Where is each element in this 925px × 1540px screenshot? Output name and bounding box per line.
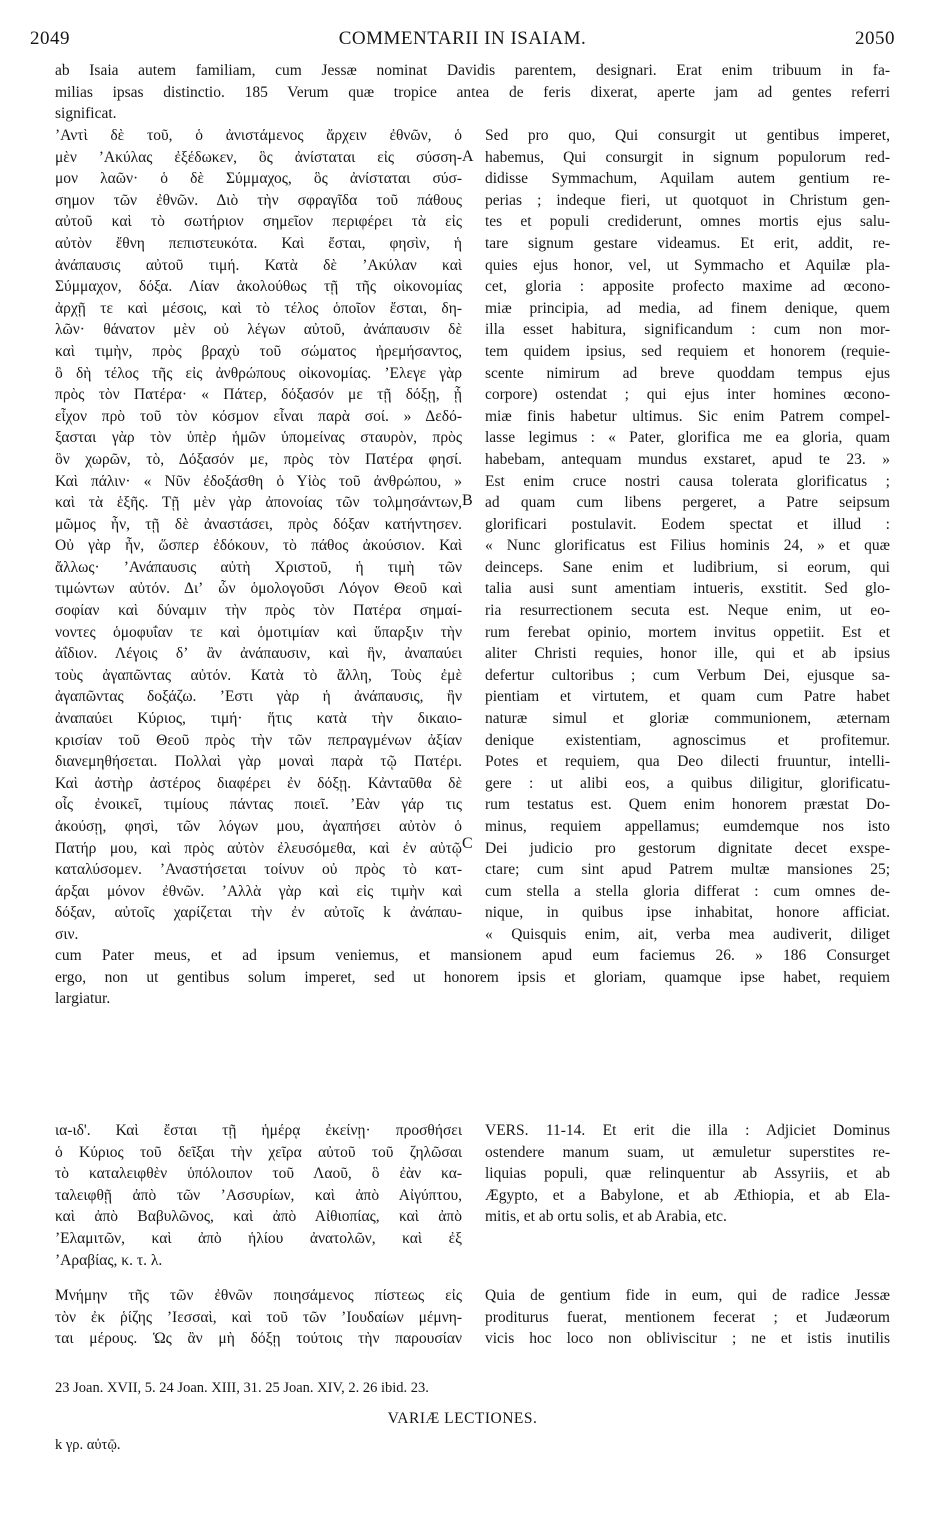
- text-line: quies ejus honor, vel, ut Symmacho et Aquilæ pla-: [485, 256, 890, 274]
- text-line: Est enim cruce nostri causa tolerata glorificatus ;: [485, 472, 890, 490]
- text-line: ἀγαπῶντας δοξάζω. ʼΕστι γὰρ ἡ ἀνάπαυσις, ἣν: [55, 688, 462, 706]
- text-line: ἀΐδιον. Λέγοις δʼ ἂν ἀνάπαυσιν, καὶ ἣν, ἀναπαύει: [55, 645, 462, 663]
- text-line: καταλύσομεν. ʼΑναστήσεται τοίνυν οὐ πρὸς τὸ κατ-: [55, 861, 462, 879]
- text-line: ad quam cum libens pergeret, a Patre seipsum: [485, 494, 890, 512]
- text-line: ἀκούσῃ, φησὶ, τῶν λόγων μου, ἀγαπήσει αὐτὸν ὁ: [55, 818, 462, 835]
- text-line: ὃν χωρῶν, τὸ, Δόξασόν με, πρὸς τὸν Πατέρα φησί.: [55, 450, 462, 468]
- text-line: « Nunc glorificatus est Filius hominis 24, » et quæ: [485, 537, 890, 555]
- text-line: corpore) ostendat ; qui ejus inter homines œcono-: [485, 386, 890, 404]
- text-line: μὲν ʼΑκύλας ἐξέδωκεν, ὃς ἀνίσταται εἰς σύσση-: [55, 148, 462, 166]
- text-line: ἀρχῇ τε καὶ μέσοις, καὶ τὸ τέλος ὁποῖον ἔσται, δη-: [55, 299, 462, 317]
- text-line: άρξαι μόνον ἐθνῶν. ʼΑλλὰ γὰρ καὶ εἰς τιμὴν καὶ: [55, 882, 462, 900]
- text-line: scente nimirum ad breve quoddam tempus ejus: [485, 364, 890, 382]
- text-line: ctare; cum sint apud Patrem multæ mansiones 25;: [485, 861, 890, 879]
- text-line: ria resurrectionem secuta est. Neque enim, ut eo-: [485, 602, 890, 620]
- text-line: aliter Christi requies, honor ille, qui et ab ipsius: [485, 645, 890, 663]
- text-line: ergo, non ut gentibus solum imperet, sed ut honorem ipsis et gloriam, quamque ipse habet, requiem: [55, 968, 890, 986]
- text-line: σιν.: [55, 925, 79, 943]
- greek-closing-block: [55, 1285, 462, 1350]
- greek-verse-block: [55, 1120, 462, 1271]
- text-line: « Quisquis enim, ait, verba mea audiverit, diliget: [485, 925, 890, 943]
- text-line: significat.: [55, 105, 117, 123]
- text-line: liquias populi, quæ relinquentur ab Assyriis, et ab: [485, 1165, 890, 1183]
- text-line: αὐτὸν ἔθνη πεπιστευκότα. Καὶ ἔσται, φησὶν, ἡ: [55, 234, 462, 252]
- text-line: ὃ δὴ τέλος τῆς εἰς ἀνθρώπους οἰκονομίας. ʼΕλεγε γὰρ: [55, 364, 462, 382]
- text-line: κρισίαν τοῦ Θεοῦ πρὸς τὴν τῶν πεπραγμένων ἀξίαν: [55, 731, 462, 749]
- text-line: habemus, Qui consurgit in signum populorum red-: [485, 148, 890, 166]
- text-line: τοὺς ἀγαπῶντας αὐτόν. Κατὰ τὸ ἄλλη, Τοὺς ἐμὲ: [55, 666, 462, 684]
- footnotes: 23 Joan. XVII, 5. 24 Joan. XIII, 31. 25 Joan. XIV, 2. 26 ibid. 23.: [55, 1380, 429, 1396]
- latin-translation-column: [485, 125, 890, 946]
- text-line: σημον τῶν ἐθνῶν. Διὸ τὴν σφραγῖδα τοῦ πάθους: [55, 191, 462, 209]
- text-line: λῶν· θάνατον μὲν οὐ λέγων αὐτοῦ, ἀνάπαυσιν δὲ: [55, 321, 462, 339]
- page-number-left: 2049: [30, 28, 70, 49]
- text-line: VERS. 11-14. Et erit die illa : Adjiciet Dominus: [485, 1122, 890, 1139]
- running-title: COMMENTARII IN ISAIAM.: [338, 28, 587, 49]
- text-line: ἀνάπαυσις αὐτοῦ τιμή. Κατὰ δὲ ʼΑκύλαν καὶ: [55, 256, 462, 274]
- text-line: miæ principia, ad media, ad finem denique, quem: [485, 299, 890, 317]
- text-line: νοντες ὁμοφυΐαν τε καὶ ὁμοτιμίαν καὶ ὕπαρξιν τὴν: [55, 623, 462, 641]
- text-line: habebam, antequam mundus exstaret, apud te 23. »: [485, 450, 890, 468]
- continuation-paragraph: [55, 945, 890, 1010]
- text-line: tare signum gestare videamus. Et erit, addit, re-: [485, 234, 890, 252]
- text-line: αὐτοῦ καὶ τὸ σωτήριον σημεῖον περιφέρει τὰ εἰς: [55, 213, 462, 231]
- latin-closing-block: [485, 1285, 890, 1350]
- text-line: ʼΑντὶ δὲ τοῦ, ὁ ἀνιστάμενος ἄρχειν ἐθνῶν, ὁ: [55, 127, 462, 144]
- text-line: rum ferebat opinio, mortem invitus oppetiit. Est et: [485, 623, 890, 641]
- text-line: talia ausi sunt amentiam intueris, exstitit. Sed glo-: [485, 580, 890, 598]
- text-line: εἶχον πρὸ τοῦ τὸν κόσμον εἶναι παρὰ σοί. » Δεδό-: [55, 407, 462, 425]
- text-line: ξασται γὰρ τὸν ὑπὲρ ἡμῶν ὑπομείνας σταυρὸν, πρὸς: [55, 429, 462, 447]
- text-line: ab Isaia autem familiam, cum Jessæ nominat Davidis parentem, designari. Erat enim tribuum in fa-: [55, 62, 890, 79]
- text-line: καὶ τὰ ἑξῆς. Τῇ μὲν γὰρ ἀπονοίας τῶν τολμησάντων,: [55, 494, 462, 512]
- text-line: ostendere manum suam, ut æmuletur superstites re-: [485, 1143, 890, 1161]
- text-line: Σύμμαχον, δόξα. Λίαν ἀκολούθως τῇ τῆς οἰκονομίας: [55, 278, 462, 296]
- text-line: cum stella a stella gloria differat : cum omnes de-: [485, 882, 890, 900]
- text-line: vicis hoc loco non obliviscitur ; ne et istis inutilis: [485, 1330, 890, 1348]
- text-line: ται μέρους. Ὡς ἂν μὴ δόξῃ τούτοις τὴν παρουσίαν: [55, 1330, 462, 1348]
- text-line: τιμώντων αὐτόν. Διʼ ὧν ὁμολογοῦσι Λόγον Θεοῦ καὶ: [55, 580, 462, 598]
- text-line: largiatur.: [55, 990, 111, 1008]
- text-line: Quia de gentium fide in eum, qui de radice Jessæ: [485, 1287, 890, 1304]
- margin-marker-b: B: [462, 492, 473, 509]
- text-line: naturæ simul et gloriæ communionem, æternam: [485, 710, 890, 728]
- text-line: ἄλλως· ʼΑνάπαυσις αὐτὴ Χριστοῦ, ἡ τιμὴ τῶν: [55, 558, 462, 576]
- intro-paragraph: [55, 60, 890, 125]
- text-line: rum testatus est. Quem enim honorem præstat Do-: [485, 796, 890, 814]
- text-line: μῶμος ἦν, τῇ δὲ ἀναστάσει, πρὸς δόξαν κατήντησεν.: [55, 515, 462, 533]
- text-line: gere : ut alibi eos, a quibus diligitur, glorificatu-: [485, 774, 890, 792]
- text-line: proditurus fuerat, mentionem fecerat ; et Judæorum: [485, 1308, 890, 1326]
- text-line: lasse legimus : « Pater, glorifica me ea gloria, quam: [485, 429, 890, 447]
- text-line: τὸ καταλειφθὲν ὑπόλοιπον τοῦ Λαοῦ, ὃ ἐὰν κα-: [55, 1165, 462, 1183]
- text-line: ια-ιδ'. Καὶ ἔσται τῇ ἡμέρᾳ ἐκείνῃ· προσθήσει: [55, 1122, 462, 1139]
- text-line: nique, in quibus ipse inhabitat, honore afficiat.: [485, 904, 890, 922]
- latin-verse-block: [485, 1120, 890, 1228]
- text-line: Potes et requiem, qua Deo dilecti fruuntur, intelli-: [485, 753, 890, 771]
- text-line: καὶ τιμὴν, πρὸς βραχὺ τοῦ σώματος ἠρεμήσαντος,: [55, 342, 462, 360]
- text-line: οἷς ἐνοικεῖ, τιμίους πάντας ποιεῖ. ʼΕὰν γάρ τις: [55, 796, 462, 814]
- text-line: ʼΕλαμιτῶν, καὶ ἀπὸ ἡλίου ἀνατολῶν, καὶ ἐξ: [55, 1229, 462, 1247]
- text-line: illa esset habitura, significandum : cum non mor-: [485, 321, 890, 339]
- greek-commentary-column: [55, 125, 462, 946]
- text-line: ʼΑραβίας, κ. τ. λ.: [55, 1251, 163, 1269]
- text-line: Dei judicio pro gestorum dignitate decet exspe-: [485, 839, 890, 857]
- text-line: σοφίαν καὶ δύναμιν τὴν πρὸς τὸν Πατέρα σημαί-: [55, 602, 462, 620]
- text-line: deinceps. Sane enim et ludibrium, si eorum, qui: [485, 558, 890, 576]
- text-line: didisse Symmachum, Aquilam autem gentium re-: [485, 170, 890, 188]
- text-line: minus, requiem appellamus; eumdemque nos isto: [485, 818, 890, 835]
- text-line: perias ; indeque fieri, ut quotquot in Christum gen-: [485, 191, 890, 209]
- text-line: defertur cultoribus ; cum Verbum Dei, ejusque sa-: [485, 666, 890, 684]
- text-line: τὸν ἐκ ῥίζης ʼΙεσσαὶ, καὶ τοῦ τῶν ʼΙουδαίων μέμνη-: [55, 1308, 462, 1326]
- text-line: cum Pater meus, et ad ipsum veniemus, et mansionem apud eum faciemus 26. » 186 Consurget: [55, 947, 890, 964]
- text-line: tes et populi crediderunt, omnes mortis ejus salu-: [485, 213, 890, 231]
- variae-lectiones-heading: VARIÆ LECTIONES.: [387, 1410, 538, 1427]
- text-line: Sed pro quo, Qui consurgit ut gentibus imperet,: [485, 127, 890, 144]
- text-line: tem quidem ipsius, sed requiem et honorem (requie-: [485, 342, 890, 360]
- text-line: Καὶ πάλιν· « Νῦν ἐδοξάσθη ὁ Υἱὸς τοῦ ἀνθρώπου, »: [55, 472, 462, 490]
- margin-marker-c: C: [462, 835, 473, 852]
- text-line: ἀναπαύει Κύριος, τιμή· ἥτις κατὰ τὴν δικαιο-: [55, 710, 462, 728]
- text-line: καὶ ἀπὸ Βαβυλῶνος, καὶ ἀπὸ Αἰθιοπίας, καὶ ἀπὸ: [55, 1208, 462, 1226]
- text-line: miæ finis habetur ultimus. Sic enim Patrem compel-: [485, 407, 890, 425]
- margin-marker-a: A: [462, 148, 474, 165]
- text-line: Ægypto, et a Babylone, et ab Æthiopia, et ab Ela-: [485, 1186, 890, 1204]
- text-line: pientiam et virtutem, et quam cum Patre habet: [485, 688, 890, 706]
- text-line: mitis, et ab ortu solis, et ab Arabia, etc.: [485, 1208, 727, 1226]
- text-line: πρὸς τὸν Πατέρα· « Πάτερ, δόξασόν με τῇ δόξῃ, ᾗ: [55, 386, 462, 404]
- text-line: ὁ Κύριος τοῦ δεῖξαι τὴν χεῖρα αὐτοῦ τοῦ ζηλῶσαι: [55, 1143, 462, 1161]
- text-line: ταλειφθῇ ἀπὸ τῶν ʼΑσσυρίων, καὶ ἀπὸ Αἰγύπτου,: [55, 1186, 462, 1204]
- text-line: denique existentiam, agnoscimus et profitemur.: [485, 731, 890, 749]
- text-line: μον λαῶν· ὁ δὲ Σύμμαχος, ὃς ἀνίσταται σύσ-: [55, 170, 462, 188]
- text-line: milias ipsas distinctio. 185 Verum quæ tropice antea de feris dixerat, aperte jam ad gentes referri: [55, 83, 890, 101]
- text-line: glorificari postulavit. Eodem spectat et illud :: [485, 515, 890, 533]
- text-line: Καὶ ἀστὴρ ἀστέρος διαφέρει ἐν δόξῃ. Κἀνταῦθα δὲ: [55, 774, 462, 792]
- text-line: Πατήρ μου, καὶ πρὸς αὐτὸν ἐλευσόμεθα, καὶ ἐν αὐτῷ: [55, 839, 462, 857]
- text-line: διανεμηθήσεται. Πολλαὶ γὰρ μοναὶ παρὰ τῷ Πατέρι.: [55, 753, 462, 771]
- text-line: Οὐ γὰρ ἦν, ὥσπερ ἐδόκουν, τὸ πάθος ἀκούσιον. Καὶ: [55, 537, 462, 555]
- text-line: cet, gloria : apposite profecto maxime ad œcono-: [485, 278, 890, 296]
- text-line: δόξαν, αὐτοῖς χαρίζεται τὴν ἐν αὐτοῖς k ἀνάπαυ-: [55, 904, 462, 922]
- page-number-right: 2050: [855, 28, 895, 49]
- text-line: Μνήμην τῆς τῶν ἐθνῶν ποιησάμενος πίστεως εἰς: [55, 1287, 462, 1304]
- variant-note: k γρ. αὐτῷ.: [55, 1437, 121, 1453]
